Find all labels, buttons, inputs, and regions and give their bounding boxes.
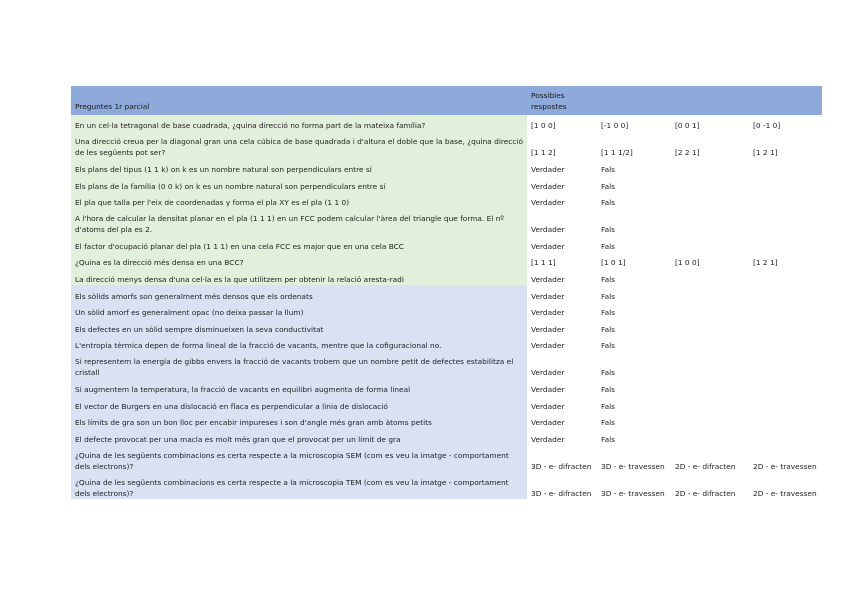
- answer-option-cell: [1 2 1]: [753, 148, 778, 158]
- answer-option-cell: [0 0 1]: [675, 121, 700, 131]
- answer-option-cell: [749, 208, 822, 235]
- question-cell: Si representem la energía de gibbs envers la fracció de vacants trobem que un nombre petit de defectes estabilitza el cristall: [71, 352, 527, 379]
- answer-option-cell: 2D - e- difracten: [675, 461, 736, 471]
- answer-option-cell: 3D - e- travessen: [601, 488, 665, 498]
- answer-option-cell: [671, 379, 749, 396]
- table-row: [71, 412, 822, 429]
- answer-option-cell: [749, 395, 822, 412]
- answer-option-cell: 2D - e- travessen: [753, 461, 817, 471]
- question-cell: Els plans de la família (0 0 k) on k es un nombre natural son perpendiculars entre sí: [71, 175, 527, 192]
- answer-option-cell: [749, 352, 822, 379]
- question-cell: La direcció menys densa d'una cel·la es la que utilitzem per obtenir la relació aresta-radi: [71, 269, 527, 286]
- answer-option-cell: Verdader: [531, 225, 565, 235]
- question-cell: L'entropia tèrmica depen de forma lineal de la fracció de vacants, mentre que la cofiguracional no.: [71, 335, 527, 352]
- answer-option-cell: 3D - e- travessen: [601, 461, 665, 471]
- answer-option-cell: [-1 0 0]: [601, 121, 629, 131]
- table-row: [71, 252, 822, 269]
- answer-option-cell: [1 1 1]: [531, 258, 556, 268]
- header-row: [71, 86, 822, 115]
- header-empty-cell: [597, 86, 671, 115]
- answer-option-cell: [671, 318, 749, 335]
- answer-option-cell: [671, 192, 749, 209]
- answer-option-cell: Verdader: [531, 291, 565, 301]
- answer-option-cell: Verdader: [531, 341, 565, 351]
- answer-option-cell: [749, 175, 822, 192]
- table-row: [71, 235, 822, 252]
- table-row: [71, 302, 822, 319]
- answer-option-cell: [671, 302, 749, 319]
- answer-option-cell: Verdader: [531, 434, 565, 444]
- answer-option-cell: [671, 175, 749, 192]
- answer-option-cell: Verdader: [531, 401, 565, 411]
- answer-option-cell: [749, 192, 822, 209]
- answer-option-cell: [671, 159, 749, 176]
- answer-option-cell: Fals: [601, 274, 616, 284]
- answer-option-cell: Fals: [601, 241, 616, 251]
- answer-option-cell: 2D - e- travessen: [753, 488, 817, 498]
- table-row: [71, 352, 822, 379]
- table-row: [71, 159, 822, 176]
- question-cell: El pla que talla per l'eix de coordenadas y forma el pla XY es el pla (1 1 0): [71, 192, 527, 209]
- answer-option-cell: Fals: [601, 368, 616, 378]
- table-row: [71, 175, 822, 192]
- answer-option-cell: [1 1 1/2]: [601, 148, 633, 158]
- answer-option-cell: [671, 235, 749, 252]
- answer-option-cell: Verdader: [531, 181, 565, 191]
- answer-option-cell: [749, 269, 822, 286]
- answer-option-cell: Verdader: [531, 324, 565, 334]
- answer-option-cell: Fals: [601, 225, 616, 235]
- table-row: [71, 269, 822, 286]
- question-cell: Els plans del tipus (1 1 k) on k es un nombre natural son perpendiculars entre sí: [71, 159, 527, 176]
- table-row: [71, 192, 822, 209]
- answer-option-cell: [1 1 2]: [531, 148, 556, 158]
- table-row: [71, 472, 822, 499]
- answer-option-cell: Fals: [601, 198, 616, 208]
- answer-option-cell: Verdader: [531, 418, 565, 428]
- questions-header: Preguntes 1r parcial: [71, 86, 527, 115]
- answer-option-cell: Fals: [601, 418, 616, 428]
- question-cell: Els defectes en un sòlid sempre disminueixen la seva conductivitat: [71, 318, 527, 335]
- table-row: [71, 395, 822, 412]
- question-cell: ¿Quina es la direcció més densa en una BCC?: [71, 252, 527, 269]
- question-cell: El vector de Burgers en una dislocació en flaca es perpendicular a línia de dislocació: [71, 395, 527, 412]
- answer-option-cell: Fals: [601, 291, 616, 301]
- table-row: [71, 208, 822, 235]
- question-sheet: [71, 86, 822, 499]
- answer-option-cell: Fals: [601, 384, 616, 394]
- answer-option-cell: [1 0 1]: [601, 258, 626, 268]
- answer-option-cell: [749, 428, 822, 445]
- answer-option-cell: Fals: [601, 308, 616, 318]
- answer-option-cell: Verdader: [531, 164, 565, 174]
- answer-option-cell: [749, 235, 822, 252]
- answer-option-cell: Verdader: [531, 198, 565, 208]
- answer-option-cell: Fals: [601, 401, 616, 411]
- answer-option-cell: [671, 352, 749, 379]
- question-cell: El defecte provocat per una macla es molt més gran que el provocat per un límit de gra: [71, 428, 527, 445]
- answer-option-cell: 3D - e- difracten: [531, 461, 592, 471]
- answer-option-cell: [671, 269, 749, 286]
- answer-option-cell: 2D - e- difracten: [675, 488, 736, 498]
- table-row: [71, 428, 822, 445]
- answer-option-cell: Fals: [601, 434, 616, 444]
- answer-option-cell: Fals: [601, 164, 616, 174]
- question-cell: El factor d'ocupació planar del pla (1 1 1) en una cela FCC es major que en una cela BCC: [71, 235, 527, 252]
- table-row: [71, 379, 822, 396]
- answer-option-cell: [2 2 1]: [675, 148, 700, 158]
- table-row: [71, 115, 822, 132]
- answer-option-cell: [749, 318, 822, 335]
- answers-header: Possibles respostes: [527, 86, 597, 115]
- answer-option-cell: [749, 285, 822, 302]
- answer-option-cell: [0 -1 0]: [753, 121, 781, 131]
- answer-option-cell: [749, 335, 822, 352]
- answer-option-cell: Verdader: [531, 241, 565, 251]
- answer-option-cell: [749, 302, 822, 319]
- answer-option-cell: Verdader: [531, 384, 565, 394]
- answer-option-cell: [1 0 0]: [531, 121, 556, 131]
- answer-option-cell: [671, 208, 749, 235]
- answer-option-cell: [671, 395, 749, 412]
- answer-option-cell: [671, 335, 749, 352]
- table-row: [71, 335, 822, 352]
- question-cell: A l'hora de calcular la densitat planar en el pla (1 1 1) en un FCC podem calcular l'àrea del triangle que forma. El nº d'atoms del pla es 2.: [71, 208, 527, 235]
- answer-option-cell: 3D - e- difracten: [531, 488, 592, 498]
- questions-table: [71, 86, 822, 499]
- table-row: [71, 445, 822, 472]
- header-empty-cell: [671, 86, 749, 115]
- answer-option-cell: Fals: [601, 324, 616, 334]
- table-row: [71, 318, 822, 335]
- question-cell: Els sòlids amorfs son generalment més densos que els ordenats: [71, 285, 527, 302]
- question-cell: ¿Quina de les següents combinacions es certa respecte a la microscopia TEM (com es veu la imatge - comportament dels electrons)?: [71, 472, 527, 499]
- answer-option-cell: Verdader: [531, 368, 565, 378]
- answer-option-cell: [1 0 0]: [675, 258, 700, 268]
- answer-option-cell: [749, 379, 822, 396]
- table-row: [71, 132, 822, 159]
- answer-option-cell: [1 2 1]: [753, 258, 778, 268]
- answer-option-cell: Verdader: [531, 274, 565, 284]
- table-row: [71, 285, 822, 302]
- question-cell: ¿Quina de les següents combinacions es certa respecte a la microscopia SEM (com es veu la imatge - comportament dels electrons)?: [71, 445, 527, 472]
- question-cell: En un cel·la tetragonal de base cuadrada, ¿quina direcció no forma part de la mateixa família?: [71, 115, 527, 132]
- answer-option-cell: [671, 428, 749, 445]
- answer-option-cell: [671, 412, 749, 429]
- answer-option-cell: Fals: [601, 181, 616, 191]
- question-cell: Una direcció creua per la diagonal gran una cela cúbica de base quadrada i d'altura el doble que la base, ¿quina direcció de les següents pot ser?: [71, 132, 527, 159]
- answer-option-cell: Verdader: [531, 308, 565, 318]
- question-cell: Si augmentem la temperatura, la fracció de vacants en equilibri augmenta de forma lineal: [71, 379, 527, 396]
- answer-option-cell: [749, 412, 822, 429]
- answer-option-cell: [671, 285, 749, 302]
- answer-option-cell: [749, 159, 822, 176]
- question-cell: Un sòlid amorf es generalment opac (no deixa passar la llum): [71, 302, 527, 319]
- header-empty-cell: [749, 86, 822, 115]
- question-cell: Els límits de gra son un bon lloc per encabir impureses i son d'angle més gran amb àtoms petits: [71, 412, 527, 429]
- answer-option-cell: Fals: [601, 341, 616, 351]
